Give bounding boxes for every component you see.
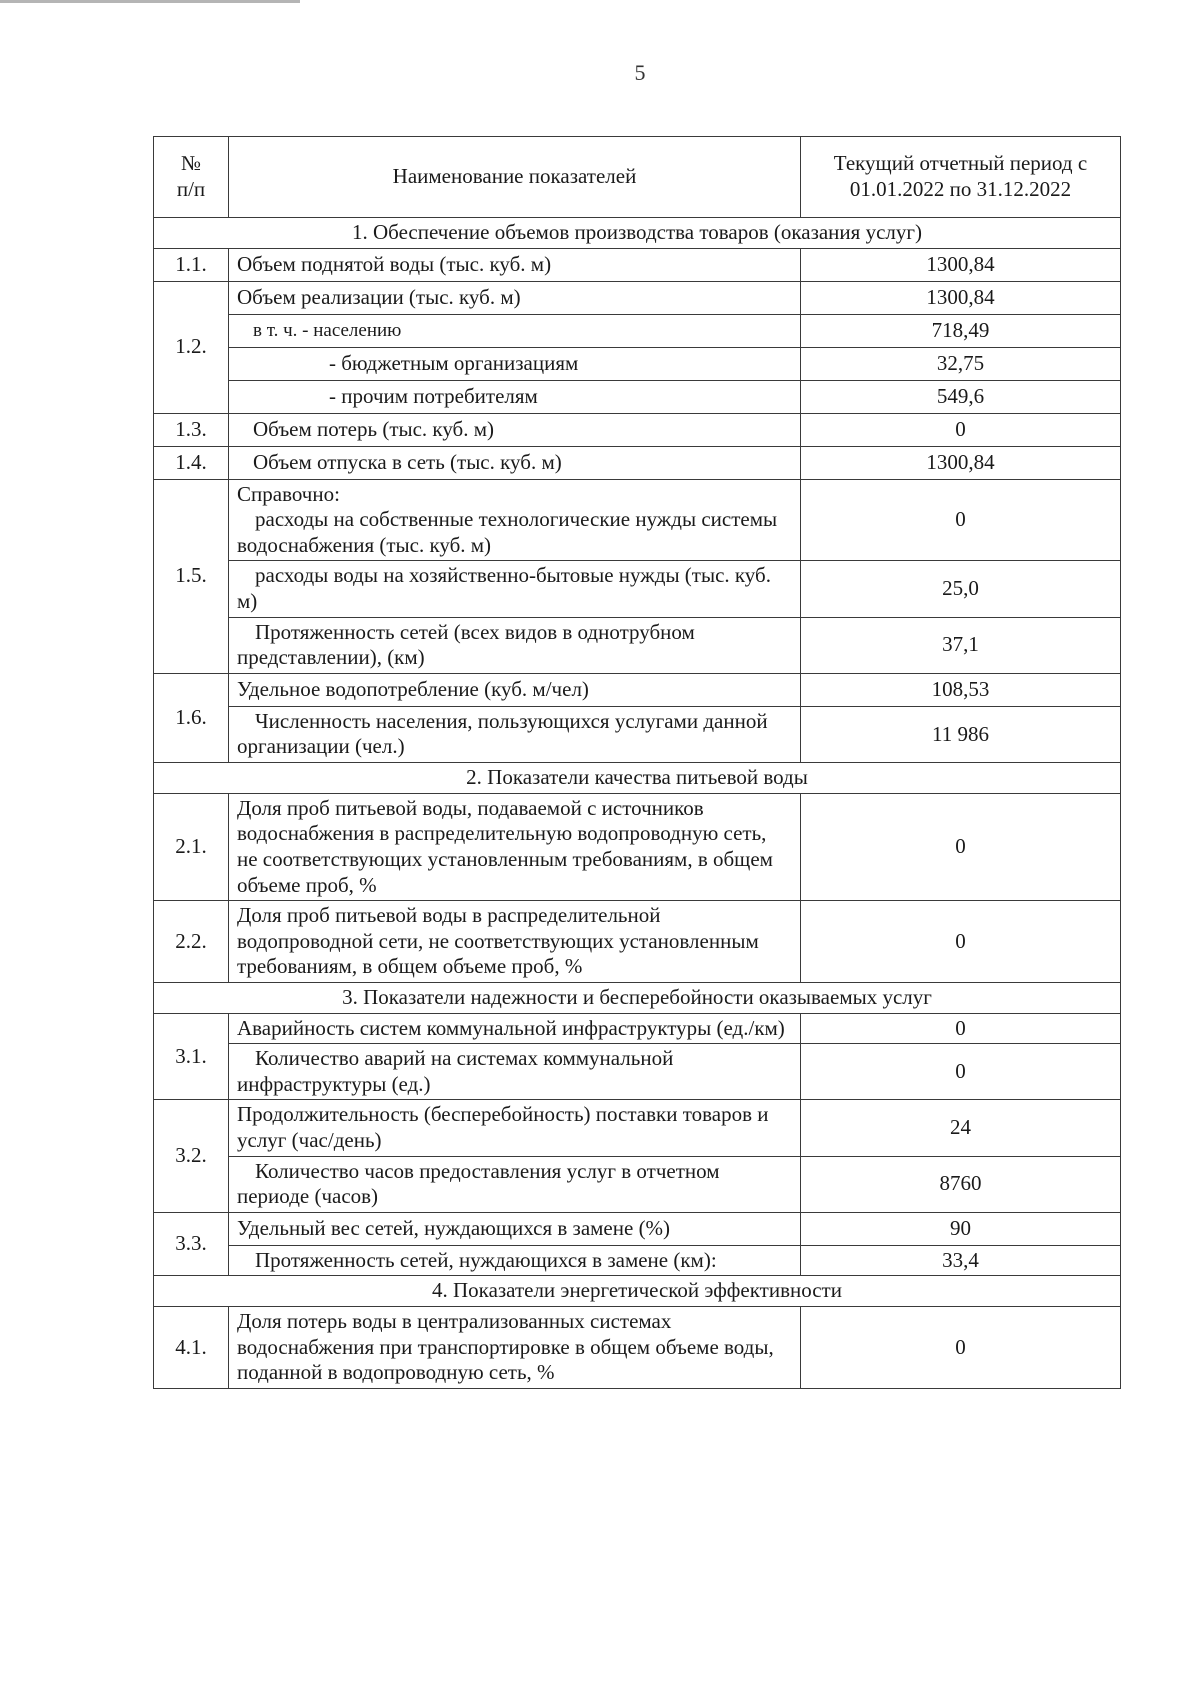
table-row bbox=[154, 380, 1121, 413]
table-row bbox=[154, 561, 1121, 617]
row-name: Удельное водопотребление (куб. м/чел) bbox=[229, 673, 801, 706]
row-number: 3.3. bbox=[154, 1212, 229, 1276]
row-value: 1300,84 bbox=[801, 248, 1121, 281]
indicators-table bbox=[153, 136, 1121, 1389]
row-name: Протяженность сетей (всех видов в однотрубном представлении), (км) bbox=[229, 617, 801, 673]
section-title-1: 1. Обеспечение объемов производства товаров (оказания услуг) bbox=[154, 218, 1121, 249]
row-number: 1.1. bbox=[154, 248, 229, 281]
section-row bbox=[154, 1276, 1121, 1307]
row-name: Доля проб питьевой воды, подаваемой с источников водоснабжения в распределительную водопроводную сеть, не соответствующих установленным требованиям, в общем объеме проб, % bbox=[229, 793, 801, 900]
row-name: Объем реализации (тыс. куб. м) bbox=[229, 281, 801, 314]
row-number: 2.1. bbox=[154, 793, 229, 900]
table-row bbox=[154, 281, 1121, 314]
row-number: 2.2. bbox=[154, 901, 229, 983]
section-row bbox=[154, 982, 1121, 1013]
row-number: 1.3. bbox=[154, 413, 229, 446]
row-value: 718,49 bbox=[801, 314, 1121, 347]
table-row bbox=[154, 901, 1121, 983]
page-number: 5 bbox=[634, 60, 646, 85]
table-row bbox=[154, 673, 1121, 706]
table-row bbox=[154, 446, 1121, 479]
table-row bbox=[154, 1307, 1121, 1389]
row-name: в т. ч. - населению bbox=[229, 314, 801, 347]
reference-label: Справочно: bbox=[237, 481, 340, 506]
table-row bbox=[154, 706, 1121, 762]
row-name-text: расходы на собственные технологические нужды системы водоснабжения (тыс. куб. м) bbox=[237, 507, 778, 557]
table-row bbox=[154, 617, 1121, 673]
row-name: Объем потерь (тыс. куб. м) bbox=[229, 413, 801, 446]
row-value: 1300,84 bbox=[801, 281, 1121, 314]
header-name: Наименование показателей bbox=[229, 137, 801, 218]
row-value: 0 bbox=[801, 413, 1121, 446]
header-period: Текущий отчетный период с 01.01.2022 по 31.12.2022 bbox=[801, 137, 1121, 218]
table-header-row bbox=[154, 137, 1121, 218]
row-name: Численность населения, пользующихся услугами данной организации (чел.) bbox=[229, 706, 801, 762]
row-name: Удельный вес сетей, нуждающихся в замене (%) bbox=[229, 1212, 801, 1245]
row-value: 32,75 bbox=[801, 347, 1121, 380]
section-row bbox=[154, 763, 1121, 794]
row-name: Объем отпуска в сеть (тыс. куб. м) bbox=[229, 446, 801, 479]
row-number: 1.2. bbox=[154, 281, 229, 413]
row-name: Количество часов предоставления услуг в отчетном периоде (часов) bbox=[229, 1156, 801, 1212]
row-value: 549,6 bbox=[801, 380, 1121, 413]
table-row bbox=[154, 413, 1121, 446]
table-row bbox=[154, 347, 1121, 380]
row-name: расходы воды на хозяйственно-бытовые нужды (тыс. куб. м) bbox=[229, 561, 801, 617]
row-value: 1300,84 bbox=[801, 446, 1121, 479]
scan-edge-mark bbox=[0, 0, 300, 3]
row-value: 25,0 bbox=[801, 561, 1121, 617]
row-value: 90 bbox=[801, 1212, 1121, 1245]
table-row bbox=[154, 793, 1121, 900]
row-name bbox=[229, 479, 801, 561]
row-name: Доля потерь воды в централизованных системах водоснабжения при транспортировке в общем объеме воды, поданной в водопроводную сеть, % bbox=[229, 1307, 801, 1389]
section-row bbox=[154, 218, 1121, 249]
row-name: Количество аварий на системах коммунальной инфраструктуры (ед.) bbox=[229, 1044, 801, 1100]
row-value: 0 bbox=[801, 1013, 1121, 1044]
row-value: 33,4 bbox=[801, 1245, 1121, 1276]
row-value: 8760 bbox=[801, 1156, 1121, 1212]
row-value: 11 986 bbox=[801, 706, 1121, 762]
table-row bbox=[154, 1212, 1121, 1245]
row-number: 1.6. bbox=[154, 673, 229, 762]
row-value: 0 bbox=[801, 1307, 1121, 1389]
row-value: 108,53 bbox=[801, 673, 1121, 706]
row-name: Аварийность систем коммунальной инфраструктуры (ед./км) bbox=[229, 1013, 801, 1044]
section-title-3: 3. Показатели надежности и бесперебойности оказываемых услуг bbox=[154, 982, 1121, 1013]
row-number: 1.4. bbox=[154, 446, 229, 479]
table-row bbox=[154, 314, 1121, 347]
row-name: Протяженность сетей, нуждающихся в замене (км): bbox=[229, 1245, 801, 1276]
section-title-2: 2. Показатели качества питьевой воды bbox=[154, 763, 1121, 794]
row-number: 4.1. bbox=[154, 1307, 229, 1389]
row-value: 37,1 bbox=[801, 617, 1121, 673]
row-value: 0 bbox=[801, 479, 1121, 561]
row-number: 3.1. bbox=[154, 1013, 229, 1100]
row-name: Продолжительность (бесперебойность) поставки товаров и услуг (час/день) bbox=[229, 1100, 801, 1156]
table-row bbox=[154, 1245, 1121, 1276]
row-name: - бюджетным организациям bbox=[229, 347, 801, 380]
table-row bbox=[154, 1044, 1121, 1100]
table-row bbox=[154, 1100, 1121, 1156]
row-value: 0 bbox=[801, 1044, 1121, 1100]
row-name: Объем поднятой воды (тыс. куб. м) bbox=[229, 248, 801, 281]
row-name: Доля проб питьевой воды в распределительной водопроводной сети, не соответствующих установленным требованиям, в общем объеме проб, % bbox=[229, 901, 801, 983]
table-row bbox=[154, 479, 1121, 561]
table-row bbox=[154, 1013, 1121, 1044]
row-number: 3.2. bbox=[154, 1100, 229, 1212]
row-value: 0 bbox=[801, 901, 1121, 983]
section-title-4: 4. Показатели энергетической эффективности bbox=[154, 1276, 1121, 1307]
header-number: № п/п bbox=[154, 137, 229, 218]
table-row bbox=[154, 248, 1121, 281]
row-value: 24 bbox=[801, 1100, 1121, 1156]
row-value: 0 bbox=[801, 793, 1121, 900]
row-name: - прочим потребителям bbox=[229, 380, 801, 413]
table-row bbox=[154, 1156, 1121, 1212]
row-number: 1.5. bbox=[154, 479, 229, 673]
